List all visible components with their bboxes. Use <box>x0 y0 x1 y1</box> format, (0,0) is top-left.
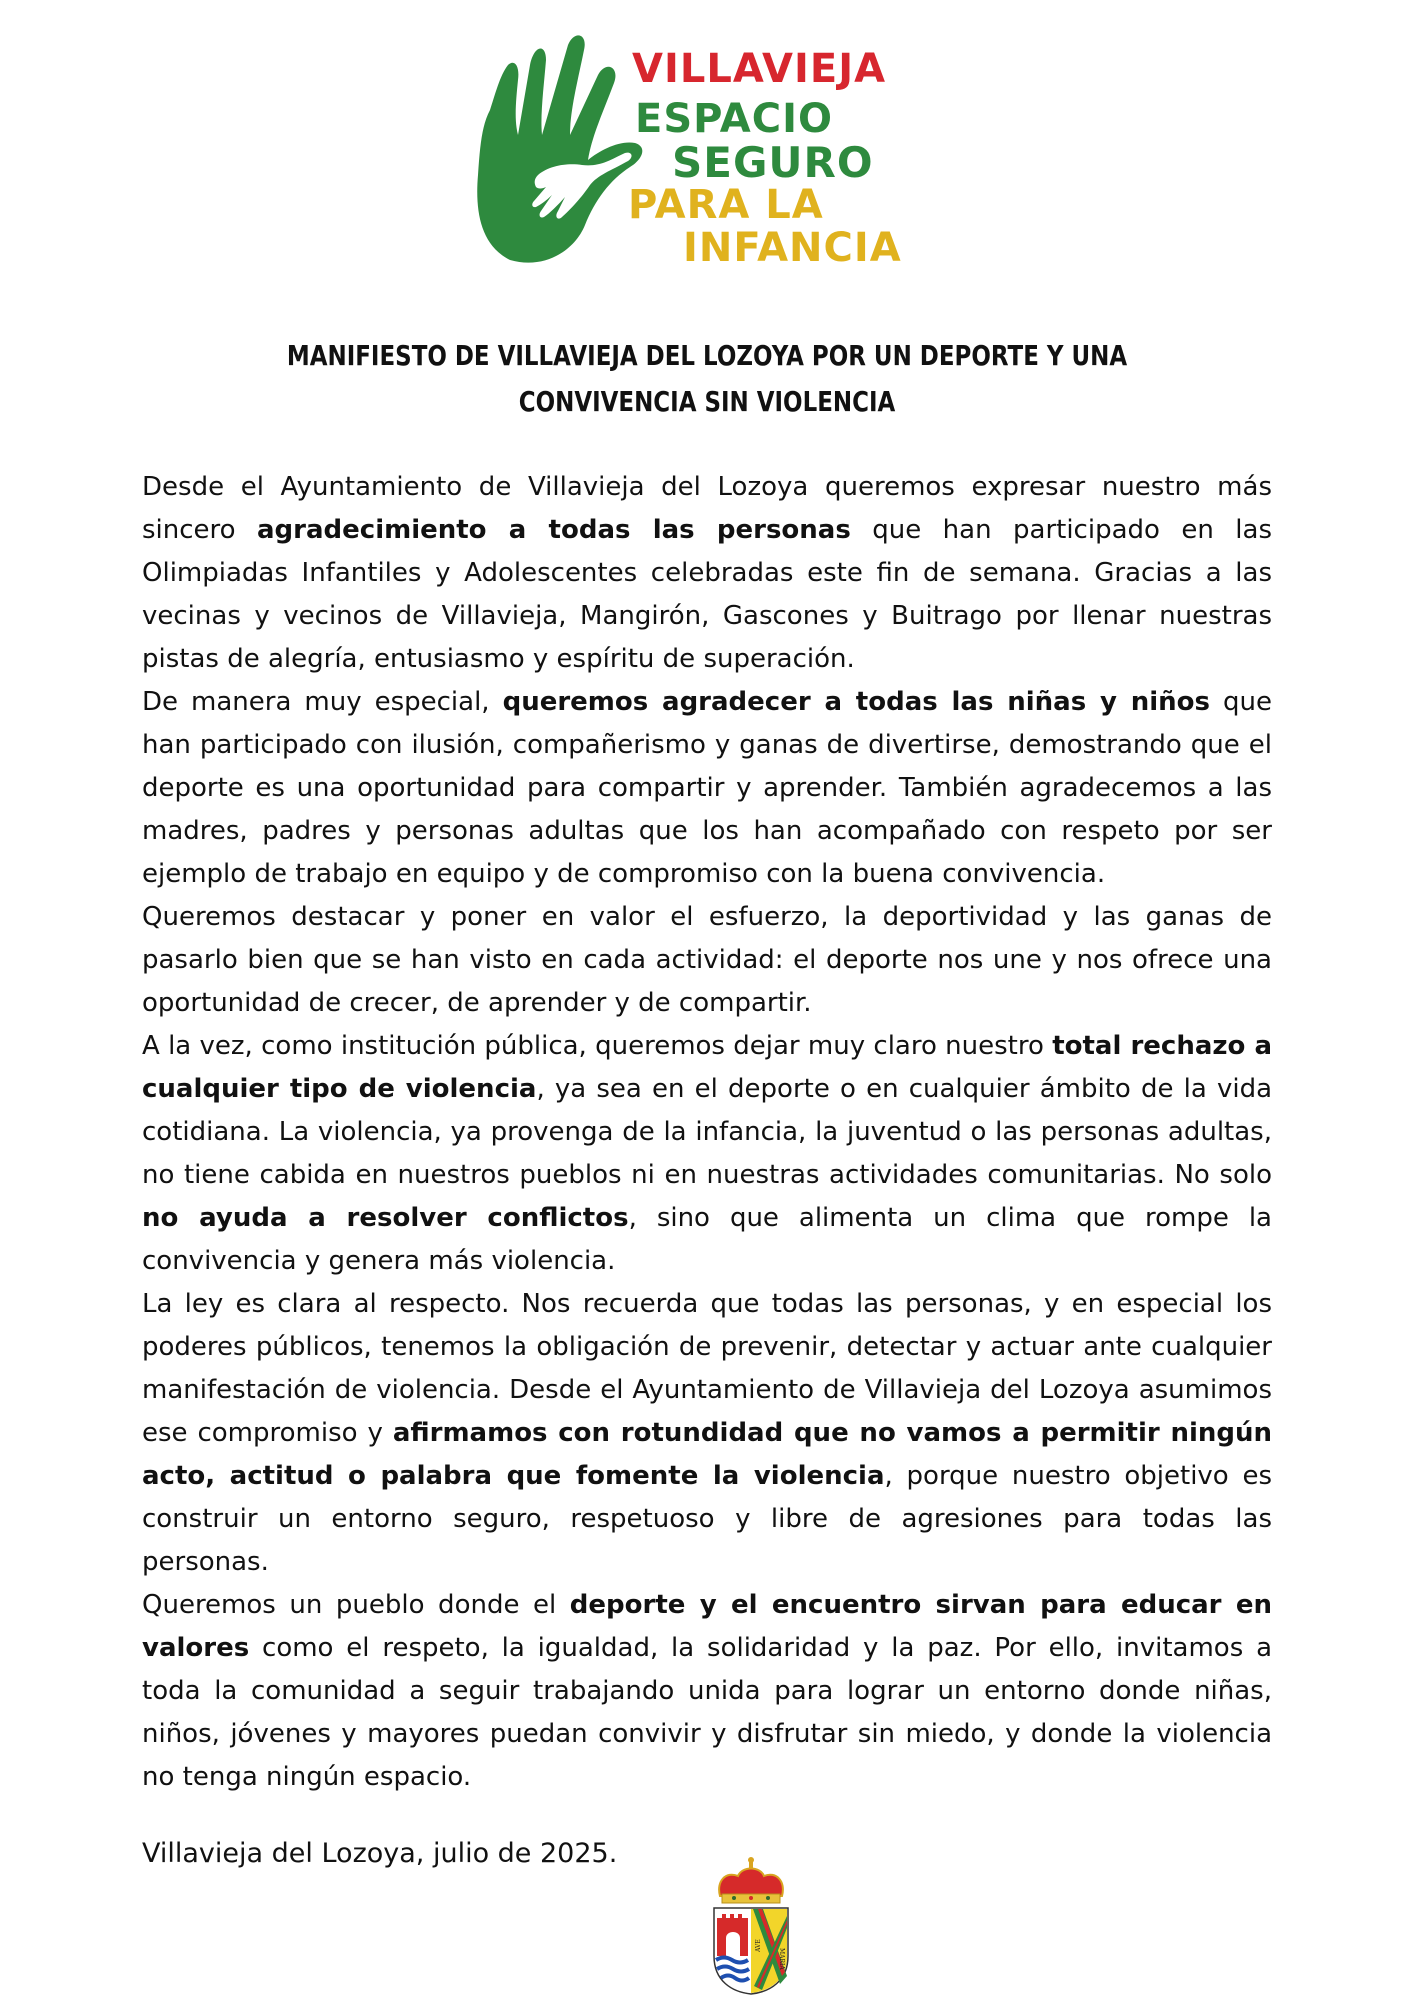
logo-text-espacio: ESPACIO <box>635 96 833 142</box>
motto-ave: AVE <box>755 1939 762 1952</box>
bold-text-run: agradecimiento a todas las personas <box>257 515 851 545</box>
paragraph-4 <box>142 1025 1272 1283</box>
manifesto-body <box>142 466 1272 1799</box>
espacio-seguro-logo <box>470 25 920 275</box>
text-run: que han participado en las Olimpiadas Infantiles y Adolescentes celebradas este fin de semana. Gracias a las vecinas y vecinos de Villavieja, Mangirón, Gascones y Buitrago por llenar nuestras pistas de alegría, entusiasmo y espíritu de superación. <box>142 515 1272 674</box>
title-line-1: MANIFIESTO DE VILLAVIEJA DEL LOZOYA POR UN DEPORTE Y UNA <box>286 339 1128 372</box>
text-run: como el respeto, la igualdad, la solidaridad y la paz. Por ello, invitamos a toda la comunidad a seguir trabajando unida para lograr un entorno donde niñas, niños, jóvenes y mayores puedan convivir y disfrutar sin miedo, y donde la violencia no tenga ningún espacio. <box>142 1633 1272 1792</box>
text-run: , ya sea en el deporte o en cualquier ámbito de la vida cotidiana. La violencia, ya provenga de la infancia, la juventud o las personas adultas, no tiene cabida en nuestros pueblos ni en nuestras actividades comunitarias. No solo <box>142 1074 1273 1190</box>
hand-icon <box>470 25 650 275</box>
text-run: , sino que alimenta un clima que rompe la convivencia y genera más violencia. <box>142 1203 1272 1276</box>
text-run: A la vez, como institución pública, queremos dejar muy claro nuestro <box>142 1031 1053 1061</box>
paragraph-3 <box>142 896 1272 1025</box>
bold-text-run: afirmamos con rotundidad que no vamos a permitir ningún acto, actitud o palabra que fomente la violencia <box>142 1418 1273 1491</box>
bold-text-run: total rechazo a cualquier tipo de violencia <box>142 1031 1272 1104</box>
place-and-date: Villavieja del Lozoya, julio de 2025. <box>142 1838 618 1869</box>
bold-text-run: queremos agradecer a todas las niñas y niños <box>502 687 1211 717</box>
text-run: Queremos un pueblo donde el <box>142 1590 570 1620</box>
paragraph-5 <box>142 1283 1272 1584</box>
title-line-2: CONVIVENCIA SIN VIOLENCIA <box>518 385 896 418</box>
document-title <box>244 333 1171 425</box>
logo-text-infancia: INFANCIA <box>683 225 902 271</box>
text-run: De manera muy especial, <box>142 687 503 717</box>
logo-text-para-la: PARA LA <box>628 182 824 228</box>
coat-of-arms-icon <box>708 1856 794 1996</box>
bold-text-run: deporte y el encuentro sirvan para educar en valores <box>142 1590 1272 1663</box>
text-run: Queremos destacar y poner en valor el esfuerzo, la deportividad y las ganas de pasarlo bien que se han visto en cada actividad: el deporte nos une y nos ofrece una oportunidad de crecer, de aprender y de compartir. <box>142 902 1272 1018</box>
motto-maria: MARIA <box>778 1948 785 1970</box>
logo-text-seguro: SEGURO <box>672 138 874 187</box>
text-run: que han participado con ilusión, compañerismo y ganas de divertirse, demostrando que el deporte es una oportunidad para compartir y aprender. También agradecemos a las madres, padres y personas adultas que los han acompañado con respeto por ser ejemplo de trabajo en equipo y de compromiso con la buena convivencia. <box>142 687 1273 889</box>
paragraph-2 <box>142 681 1272 896</box>
bold-text-run: no ayuda a resolver conflictos <box>142 1203 629 1233</box>
paragraph-6 <box>142 1584 1272 1799</box>
paragraph-1 <box>142 466 1272 681</box>
logo-text-villavieja: VILLAVIEJA <box>632 46 887 92</box>
text-run: Desde el Ayuntamiento de Villavieja del Lozoya queremos expresar nuestro más sincero <box>142 472 1272 545</box>
text-run: , porque nuestro objetivo es construir un entorno seguro, respetuoso y libre de agresiones para todas las personas. <box>142 1461 1272 1577</box>
text-run: La ley es clara al respecto. Nos recuerda que todas las personas, y en especial los poderes públicos, tenemos la obligación de prevenir, detectar y actuar ante cualquier manifestación de violencia. Desde el Ayuntamiento de Villavieja del Lozoya asumimos ese compromiso y <box>142 1289 1272 1448</box>
